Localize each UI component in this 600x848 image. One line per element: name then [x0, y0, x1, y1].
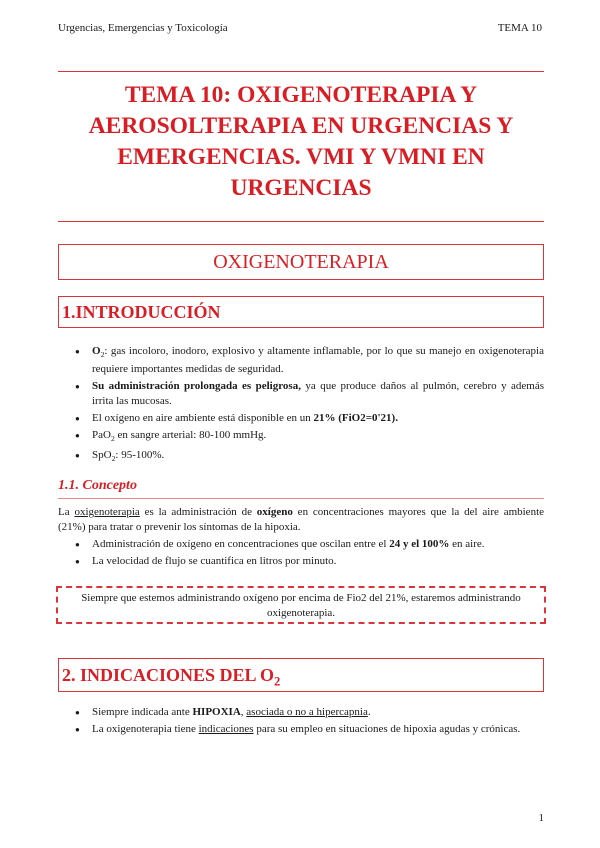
- list-item: [92, 411, 544, 426]
- bullet-underlined-text: indicaciones: [198, 723, 254, 735]
- bullet-text: La velocidad de flujo se cuantifica en litros por minuto.: [92, 555, 337, 567]
- bullet-bold-text: HIPOXIA: [192, 706, 241, 718]
- bullet-text: La oxigenoterapia tiene: [92, 723, 199, 735]
- list-item: [92, 344, 544, 377]
- subsection-rule: [58, 498, 544, 499]
- running-header-title: Urgencias, Emergencias y Toxicología: [58, 22, 228, 34]
- bullet-text: PaO: [92, 429, 111, 442]
- para-text: es la administración de: [139, 506, 257, 518]
- section-oxigenoterapia-box: [58, 244, 544, 280]
- bullet-text: ,: [240, 706, 247, 718]
- list-item: [92, 428, 544, 446]
- indications-bullet-list: [92, 705, 544, 739]
- bullet-text: en sangre arterial: 80-100 mmHg.: [114, 429, 267, 442]
- bullet-text: en aire.: [449, 538, 485, 550]
- page-number: 1: [538, 812, 544, 824]
- title-top-rule: [58, 71, 544, 72]
- para-text: La: [58, 506, 75, 518]
- para-bold-text: oxígeno: [256, 506, 293, 518]
- bullet-bold-text: 21% (FiO2=0'21).: [313, 412, 398, 425]
- bullet-text: Administración de oxígeno en concentraciones que oscilan entre el: [92, 538, 390, 550]
- intro-bullet-list: [92, 344, 544, 469]
- subscript: 2: [110, 434, 115, 444]
- list-item: [92, 379, 544, 409]
- bullet-underlined-text: asociada o no a hipercapnia: [246, 706, 368, 718]
- concepto-paragraph: [58, 505, 544, 535]
- section-1-heading-box: [58, 296, 544, 328]
- list-item: [92, 722, 544, 737]
- list-item: [92, 448, 544, 466]
- concepto-bullet-list: [92, 537, 544, 571]
- para-text: en concentraciones mayores que la del aire ambiente (21%) para tratar o prevenir los síntomas de la hipoxia.: [58, 506, 545, 533]
- bullet-text: El oxígeno en aire ambiente está disponible en un: [92, 412, 314, 425]
- running-header-topic: TEMA 10: [497, 22, 542, 34]
- list-item: [92, 705, 544, 720]
- o2-symbol: O: [92, 345, 101, 357]
- note-text: Siempre que estemos administrando oxígeno por encima de Fio2 del 21%, estaremos administrando oxigenoterapia.: [81, 592, 521, 619]
- bullet-bold-text: 24 y el 100%: [389, 538, 450, 550]
- subscript: 2: [111, 454, 116, 464]
- section-2-heading-box: [58, 658, 544, 692]
- document-title: TEMA 10: OXIGENOTERAPIA Y AEROSOLTERAPIA EN URGENCIAS Y EMERGENCIAS. VMI Y VMNI EN URGENCIAS: [88, 82, 514, 201]
- para-underlined-text: oxigenoterapia: [74, 506, 140, 518]
- bullet-text: Siempre indicada ante: [92, 706, 193, 718]
- bullet-text: : gas incoloro, inodoro, explosivo y altamente inflamable, por lo que su manejo en oxigenoterapia requiere importantes medidas de seguridad.: [92, 345, 544, 376]
- list-item: [92, 537, 544, 552]
- bullet-bold-text: Su administración prolongada es peligrosa,: [92, 380, 301, 393]
- bullet-text: para su empleo en situaciones de hipoxia agudas y crónicas.: [253, 723, 521, 735]
- note-callout: [56, 586, 546, 624]
- section-2-heading: 2. INDICACIONES DEL O: [62, 665, 275, 685]
- bullet-text: .: [367, 706, 371, 718]
- subscript: 2: [100, 350, 105, 360]
- section-1-heading: 1.INTRODUCCIÓN: [62, 302, 221, 322]
- title-bottom-rule: [58, 221, 544, 222]
- subsection-concepto-heading: 1.1. Concepto: [58, 478, 137, 493]
- list-item: [92, 554, 544, 569]
- section-oxigenoterapia-title: OXIGENOTERAPIA: [213, 251, 389, 273]
- subscript: 2: [274, 674, 281, 689]
- bullet-text: ya que produce daños al pulmón, cerebro y además irrita las mucosas.: [92, 380, 544, 408]
- bullet-text: SpO: [92, 449, 112, 462]
- bullet-text: : 95-100%.: [115, 449, 165, 462]
